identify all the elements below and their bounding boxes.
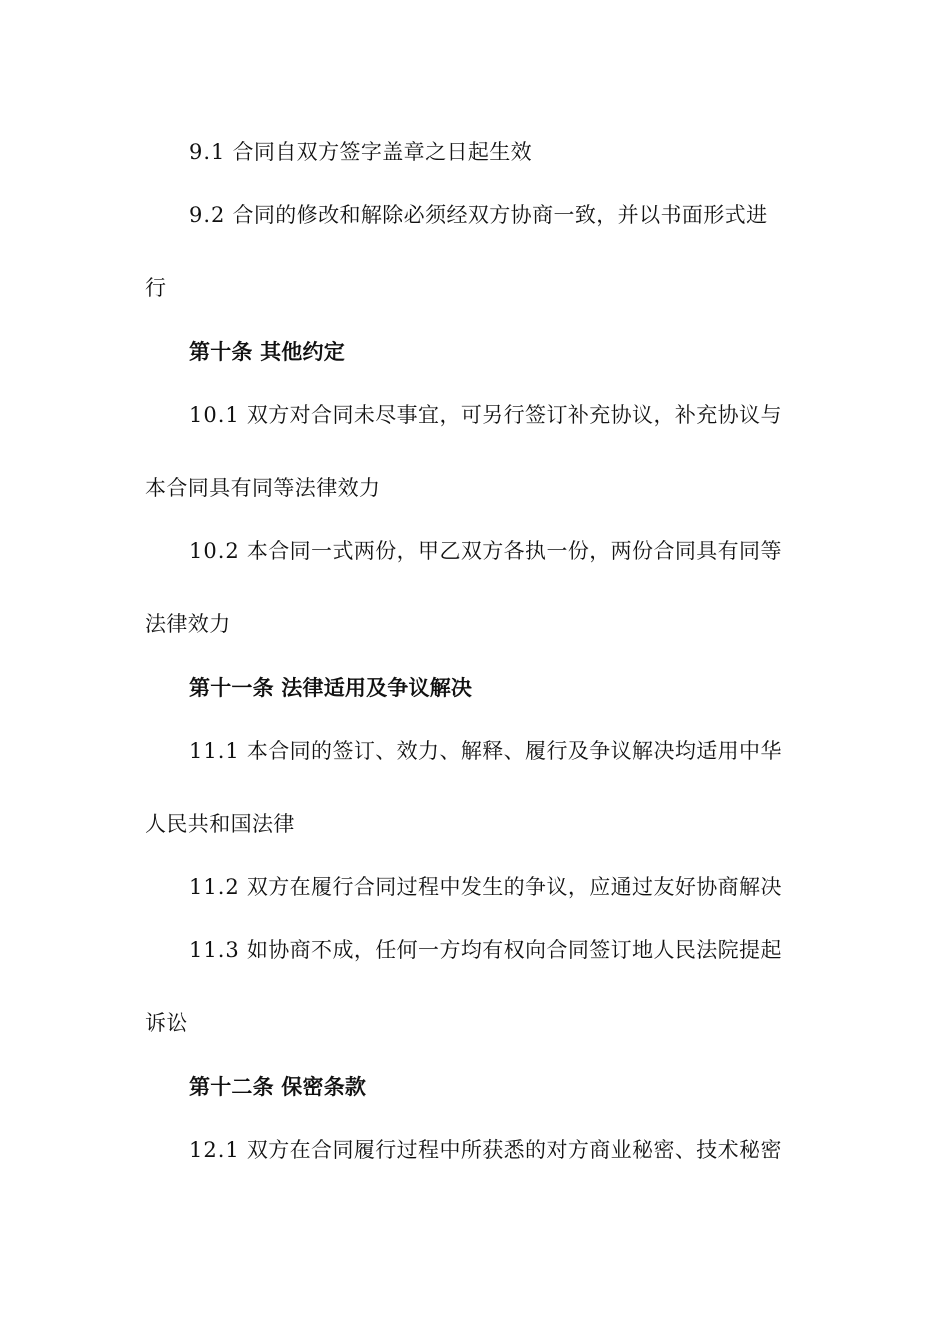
article-12-heading: [145, 1073, 854, 1101]
clause-11-1: [145, 737, 854, 765]
clause-9-2: [145, 201, 854, 229]
clause-10-2: [145, 537, 854, 565]
clause-text: 如协商不成，任何一方均有权向合同签订地人民法院提起: [246, 938, 782, 962]
clause-number: 11.2: [189, 875, 240, 899]
clause-11-2: [145, 873, 854, 901]
clause-number: 12.1: [189, 1138, 240, 1162]
clause-10-1: [145, 401, 854, 429]
clause-text: 双方在履行合同过程中发生的争议，应通过友好协商解决: [246, 875, 782, 899]
clause-9-2-continuation: [145, 274, 810, 302]
clause-11-3-continuation: [145, 1009, 810, 1037]
clause-text: 双方对合同未尽事宜，可另行签订补充协议，补充协议与: [246, 403, 782, 427]
clause-text: 本合同一式两份，甲乙双方各执一份，两份合同具有同等: [246, 539, 782, 563]
article-10-heading: [145, 338, 854, 366]
article-title: 第十一条 法律适用及争议解决: [189, 676, 473, 700]
clause-text: 诉讼: [145, 1011, 188, 1035]
clause-10-1-continuation: [145, 474, 810, 502]
clause-text: 本合同具有同等法律效力: [145, 476, 381, 500]
clause-number: 11.1: [189, 739, 240, 763]
clause-number: 11.3: [189, 938, 240, 962]
clause-9-1: [145, 138, 854, 166]
clause-text: 合同自双方签字盖章之日起生效: [232, 140, 533, 164]
clause-text: 行: [145, 276, 167, 300]
clause-text: 法律效力: [145, 612, 231, 636]
clause-text: 本合同的签订、效力、解释、履行及争议解决均适用中华: [246, 739, 782, 763]
clause-11-1-continuation: [145, 810, 810, 838]
clause-10-2-continuation: [145, 610, 810, 638]
clause-number: 10.1: [189, 403, 240, 427]
clause-text: 双方在合同履行过程中所获悉的对方商业秘密、技术秘密: [246, 1138, 782, 1162]
clause-text: 人民共和国法律: [145, 812, 295, 836]
clause-text: 合同的修改和解除必须经双方协商一致，并以书面形式进: [232, 203, 768, 227]
clause-number: 9.2: [189, 203, 226, 227]
clause-number: 10.2: [189, 539, 240, 563]
article-title: 第十条 其他约定: [189, 340, 345, 364]
clause-12-1: [145, 1136, 854, 1164]
clause-11-3: [145, 936, 854, 964]
article-11-heading: [145, 674, 854, 702]
article-title: 第十二条 保密条款: [189, 1075, 367, 1099]
clause-number: 9.1: [189, 140, 226, 164]
